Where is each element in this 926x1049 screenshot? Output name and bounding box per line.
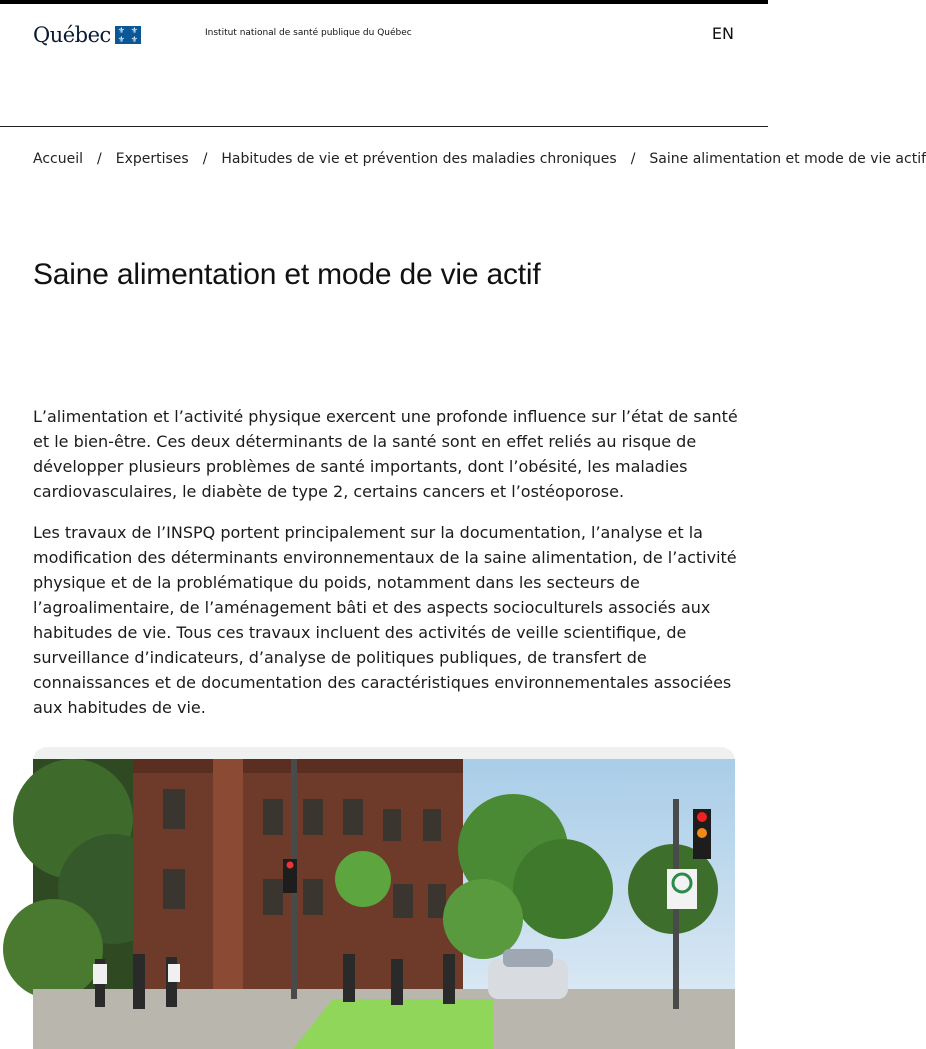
quebec-flag-icon: ⚜ ⚜ ⚜ ⚜ xyxy=(115,26,141,44)
street-scene-image xyxy=(33,759,735,1049)
organization-name: Institut national de santé publique du Québec xyxy=(205,28,412,38)
breadcrumb-item-expertises[interactable]: Expertises xyxy=(115,151,189,167)
breadcrumb-separator: / xyxy=(630,151,636,167)
breadcrumb-item-accueil[interactable]: Accueil xyxy=(33,151,83,167)
body-paragraph: Les travaux de l’INSPQ portent principalement sur la documentation, l’analyse et la modification des déterminants environnementaux de la saine alimentation, de l’activité physique et de la problématique du poids, notamment dans les secteurs de l’agroalimentaire, de l’aménagement bâti et des aspects socioculturels associés aux habitudes de vie. Tous ces travaux incluent des activités de veille scientifique, de surveillance d’indicateurs, d’analyse de politiques publiques, de transfert de connaissances et de documentation des caractéristiques environnementales associées aux habitudes de vie. xyxy=(33,523,737,717)
quebec-logo-link[interactable] xyxy=(33,23,141,47)
main-content xyxy=(33,404,738,736)
page-title: Saine alimentation et mode de vie actif xyxy=(33,258,541,291)
language-toggle-link[interactable]: EN xyxy=(711,24,734,43)
breadcrumb xyxy=(33,151,926,173)
site-header xyxy=(0,4,768,126)
breadcrumb-item-habitudes-de-vie[interactable]: Habitudes de vie et prévention des maladies chroniques xyxy=(221,151,617,167)
featured-image-card xyxy=(33,747,735,1037)
logo-wordmark: Québec xyxy=(33,23,111,47)
intro-paragraph: L’alimentation et l’activité physique exercent une profonde influence sur l’état de santé et le bien-être. Ces deux déterminants de la santé sont en effet reliés au risque de développer plusieurs problèmes de santé importants, dont l’obésité, les maladies cardiovasculaires, le diabète de type 2, certains cancers et l’ostéoporose. xyxy=(33,407,738,501)
breadcrumb-item-current: Saine alimentation et mode de vie actif xyxy=(649,151,926,167)
breadcrumb-separator: / xyxy=(202,151,208,167)
header-divider xyxy=(0,126,768,127)
breadcrumb-separator: / xyxy=(97,151,102,167)
